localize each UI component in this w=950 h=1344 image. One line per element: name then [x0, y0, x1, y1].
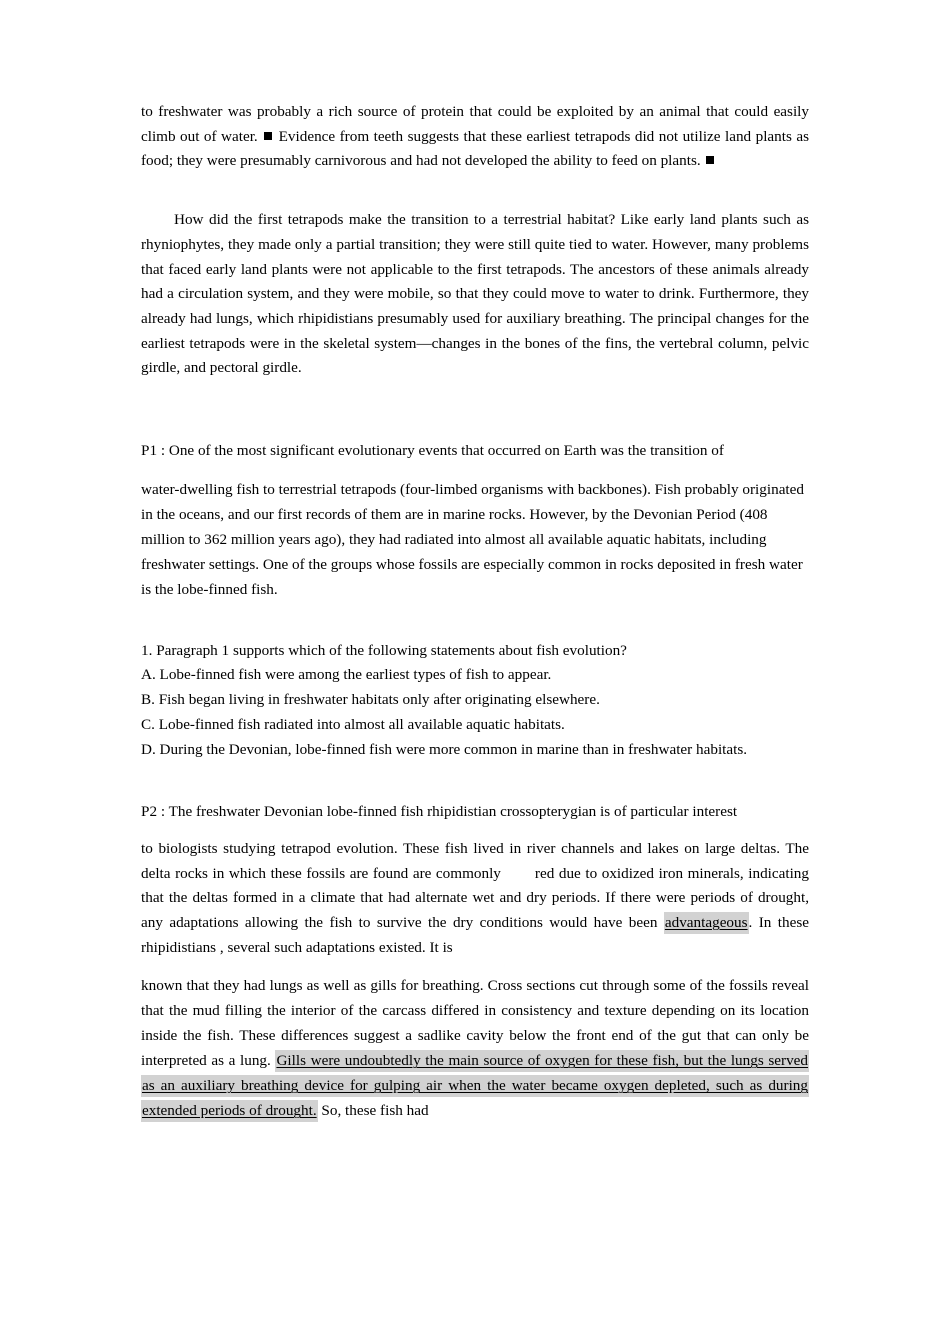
paragraph-p2-lead [141, 800, 809, 825]
p2-lead-text: The freshwater Devonian lobe-finned fish rhipidistian crossopterygian is of particular interest [168, 803, 738, 821]
question-stem: 1. Paragraph 1 supports which of the following statements about fish evolution? [141, 641, 627, 659]
p1-label: P1 : [141, 442, 166, 460]
paragraph-p2-body-lower [141, 973, 809, 1123]
paragraph-intro-continuation [141, 100, 809, 174]
p2-text-part-4: known that they had lungs as well as gills for breathing. Cross sections cut through some of the fossils reveal that the mud filling the interior of the carcass differed in consistency and texture depending on its location inside the fish. These differences suggest a sadlike cavity below the front end of the gut that can only be interpreted as a lung. [141, 977, 809, 1070]
p2-label: P2 : [141, 803, 166, 821]
intro-text-part-1: to freshwater was probably a rich source of protein that could be exploited by an animal that could easily climb out of water. [141, 103, 809, 145]
p2-text-tail: So, these fish had [321, 1102, 429, 1120]
p2-text-part-2: red due to oxidized iron minerals, indicating that the deltas formed in a climate that had alternate wet and dry periods. If there were periods of drought, any adaptations allowing the fish to survive the dry conditions would have been [141, 864, 809, 932]
p2-text-part-5 [318, 1102, 429, 1119]
square-marker-icon [706, 156, 714, 164]
highlighted-sentence[interactable]: Gills were undoubtedly the main source of oxygen for these fish, but the lungs served as an auxiliary breathing device for gulping air when the water became oxygen depleted, such as during extended periods of drought. [141, 1050, 809, 1122]
square-marker-icon [264, 132, 272, 140]
paragraph-p2-body-upper [141, 837, 809, 961]
paragraph-p1-lead [141, 439, 809, 464]
question-block [141, 639, 809, 763]
p1-lead-text: One of the most significant evolutionary events that occurred on Earth was the transition of [168, 442, 724, 460]
p2-text-part-3: . In these rhipidistians , several such adaptations existed. It is [141, 914, 810, 956]
document-content [141, 100, 809, 1123]
highlighted-vocabulary-word[interactable]: advantageous [664, 912, 749, 934]
paragraph-p1-body: water-dwelling fish to terrestrial tetrapods (four-limbed organisms with backbones). Fish probably originated in the oceans, and our first records of them are in marine rocks. However, by the Devonian Period (408 million to 362 million years ago), they had radiated into almost all available aquatic habitats, including freshwater settings. One of the groups whose fossils are especially common in rocks deposited in fresh water is the lobe-finned fish. [141, 480, 804, 598]
paragraph-transition: How did the first tetrapods make the transition to a terrestrial habitat? Like early land plants such as rhyniophytes, they made only a partial transition; they were still quite tied to water. However, many problems that faced early land plants were not applicable to the first tetrapods. The ancestors of these animals already had a circulation system, and they were mobile, so that they could move to water to drink. Furthermore, they already had lungs, which rhipidistians presumably used for auxiliary breathing. The principal changes for the earliest tetrapods were in the skeletal system—changes in the bones of the fins, the vertebral column, pelvic girdle, and pectoral girdle. [141, 211, 809, 377]
p2-text-part-1: to biologists studying tetrapod evolution. These fish lived in river channels and lakes on large deltas. The delta rocks in which these fossils are found are commonly [141, 839, 809, 882]
question-choice-d[interactable]: D. During the Devonian, lobe-finned fish were more common in marine than in freshwater habitats. [141, 740, 748, 758]
question-choice-b[interactable]: B. Fish began living in freshwater habitats only after originating elsewhere. [141, 691, 600, 709]
question-choice-c[interactable]: C. Lobe-finned fish radiated into almost all available aquatic habitats. [141, 715, 565, 733]
intro-text-part-2: Evidence from teeth suggests that these earliest tetrapods did not utilize land plants as food; they were presumably carnivorous and had not developed the ability to feed on plants. [141, 127, 810, 170]
question-choice-a[interactable]: A. Lobe-finned fish were among the earliest types of fish to appear. [141, 666, 552, 684]
